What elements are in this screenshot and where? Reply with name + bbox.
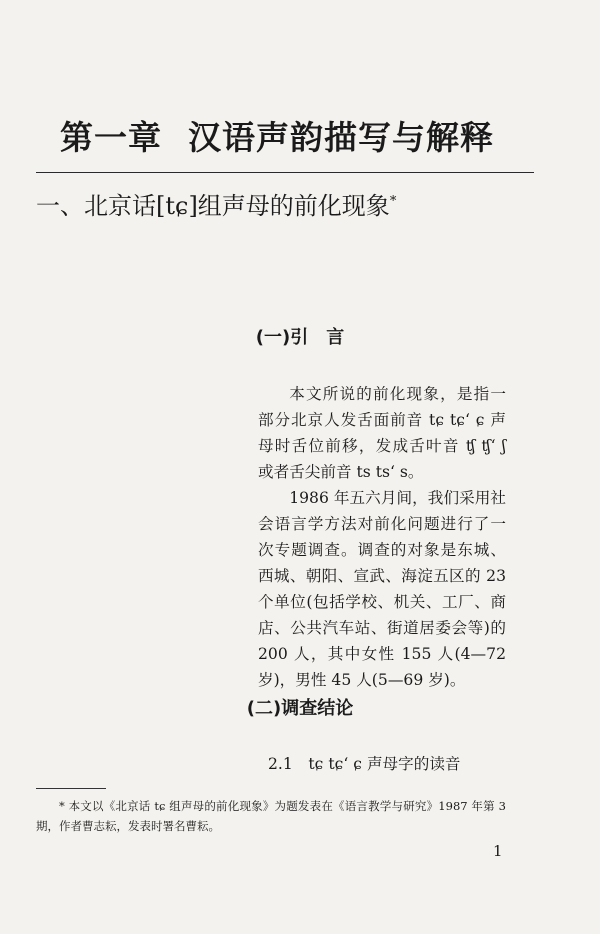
- section-title: [36, 186, 396, 221]
- chapter-title: [60, 112, 494, 159]
- chapter-name: 汉语声韵描写与解释: [188, 118, 494, 157]
- footnote-marker: *: [389, 194, 397, 209]
- footnote-text: * 本文以《北京话 tɕ 组声母的前化现象》为题发表在《语言教学与研究》1987 年第 3 期，作者曹志耘，发表时署名曹耘。: [36, 799, 506, 833]
- intro-heading: (一)引 言: [255, 327, 345, 348]
- conclusion-heading: (二)调查结论: [246, 698, 354, 719]
- body-text: [258, 381, 506, 693]
- subsection-2-1-heading: 2.1 tɕ tɕʻ ɕ 声母字的读音: [268, 755, 461, 773]
- section-title-text: 一、北京话[tɕ]组声母的前化现象: [36, 192, 390, 220]
- page-number: 1: [493, 842, 503, 860]
- paragraph-1: 本文所说的前化现象，是指一部分北京人发舌面前音 tɕ tɕʻ ɕ 声母时舌位前移，发成舌叶音 ʧ ʧʻ ʃ 或者舌尖前音 ts tsʻ s。: [258, 385, 506, 481]
- chapter-number: 第一章: [60, 118, 162, 157]
- chapter-rule: [36, 172, 534, 173]
- footnote: [36, 796, 506, 836]
- footnote-rule: [36, 788, 106, 789]
- paragraph-2: 1986 年五六月间，我们采用社会语言学方法对前化问题进行了一次专题调查。调查的对象是东城、西城、朝阳、宣武、海淀五区的 23 个单位(包括学校、机关、工厂、商店、公共汽车站、街道居委会等)的 200 人，其中女性 155 人(4—72 岁)，男性 45 人(5—69 岁)。: [258, 489, 506, 689]
